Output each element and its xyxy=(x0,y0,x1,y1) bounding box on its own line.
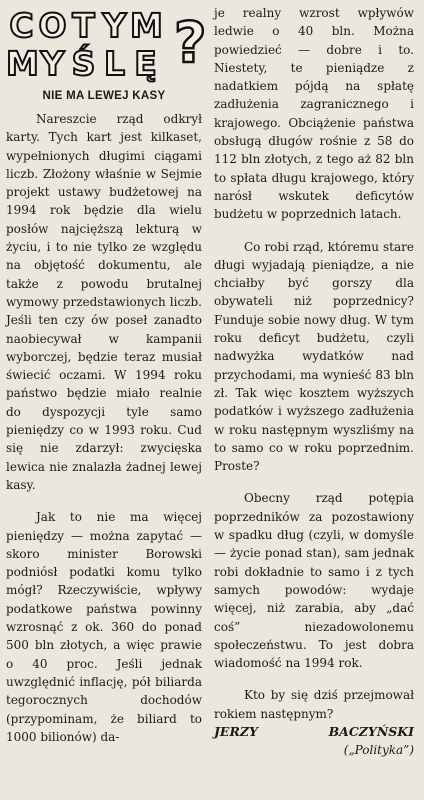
masthead-letter: M xyxy=(130,6,163,45)
masthead-letter: Ś xyxy=(71,44,96,83)
question-mark-glyph: ? xyxy=(174,11,207,76)
masthead-row-1 xyxy=(6,8,161,44)
source-credit: („Polityka”) xyxy=(343,742,414,757)
masthead-letter: M xyxy=(6,44,39,83)
article-paragraph: Co robi rząd, któremu stare długi wyjadają pieniądze, a nie chciałby być gorszy dla obywateli niż poprzednicy? Funduje sobie nowy dług. W tym roku deficyt budżetu, czyli nadwyżka wydatków nad przychodami, ma wynieść 83 bln zł. Tak więc kosztem wyższych podatków i wyższego zadłużenia w roku następnym wyszliśmy na to samo co w roku poprzednim. Proste? xyxy=(214,239,414,474)
author-signature xyxy=(214,723,414,741)
masthead-letter: L xyxy=(103,44,126,83)
masthead-row-2 xyxy=(6,46,161,82)
masthead-letter: Y xyxy=(40,44,65,83)
masthead-letter: O xyxy=(38,6,67,45)
article-paragraph: Kto by się dziś przejmował rokiem następnym? xyxy=(214,688,414,721)
masthead-letter: Y xyxy=(102,6,127,45)
column-masthead-logo xyxy=(6,6,207,83)
article-paragraph: Obecny rząd potępia poprzedników za pozostawiony w spadku dług (czyli, w domyśle — życie ponad stan), sam jednak robi dokładnie to samo i z tych samych powodów: wydaje więcej, niż zarabia, aby „dać coś” niezadowolonemu społeczeństwu. To jest dobra wiadomość na 1994 rok. xyxy=(214,491,414,671)
article-paragraph-continued: je realny wzrost wpływów ledwie o 40 bln. Można powiedzieć — dobre i to. Niestety, te pieniądze z nadatkiem pójdą na spłatę zadłużenia zagranicznego i krajowego. Obciążenie państwa obsługą długów rośnie z 58 do 112 bln złotych, z tego aż 82 bln to spłata długu krajowego, który narósł wskutek deficytów budżetu w poprzednich latach. xyxy=(214,6,414,222)
article-column-left xyxy=(6,110,202,746)
article-paragraph: Jak to nie ma więcej pieniędzy — można zapytać — skoro minister Borowski podniósł podatki komu tylko mógł? Rzeczywiście, wpływy podatkowe państwa powinny wzrosnąć z ok. 360 do ponad 500 bln złotych, a więc prawie o 40 proc. Jeśli jednak uwzględnić inflację, pół biliarda tegorocznych dochodów (przypominam, że biliard to 1000 bilionów) da- xyxy=(6,510,202,744)
article-paragraph: Nareszcie rząd odkrył karty. Tych kart jest kilkaset, wypełnionych długimi ciągami liczb. Złożony właśnie w Sejmie projekt ustawy budżetowej na 1994 rok będzie dla wielu posłów najcięższą lekturą w życiu, i to nie tylko ze względu na objętość dokumentu, ale także z powodu brutalnej wymowy przedstawionych liczb. Jeśli ten czy ów poseł zanadto naobiecywał w kampanii wyborczej, będzie teraz musiał świecić oczami. W 1994 roku państwo będzie miało realnie do dyspozycji tyle samo pieniędzy co w 1993 roku. Cud się nie zdarzył: zwycięska lewica nie znalazła żadnej lewej kasy. xyxy=(6,112,202,492)
masthead-letter: Ę xyxy=(134,44,157,83)
masthead-letter: T xyxy=(72,6,95,45)
author-first-name: JERZY xyxy=(214,723,258,739)
masthead-letter: C xyxy=(9,6,34,45)
author-last-name: BACZYŃSKI xyxy=(328,723,414,739)
article-headline: NIE MA LEWEJ KASY xyxy=(42,90,166,102)
article-column-right xyxy=(214,4,414,759)
